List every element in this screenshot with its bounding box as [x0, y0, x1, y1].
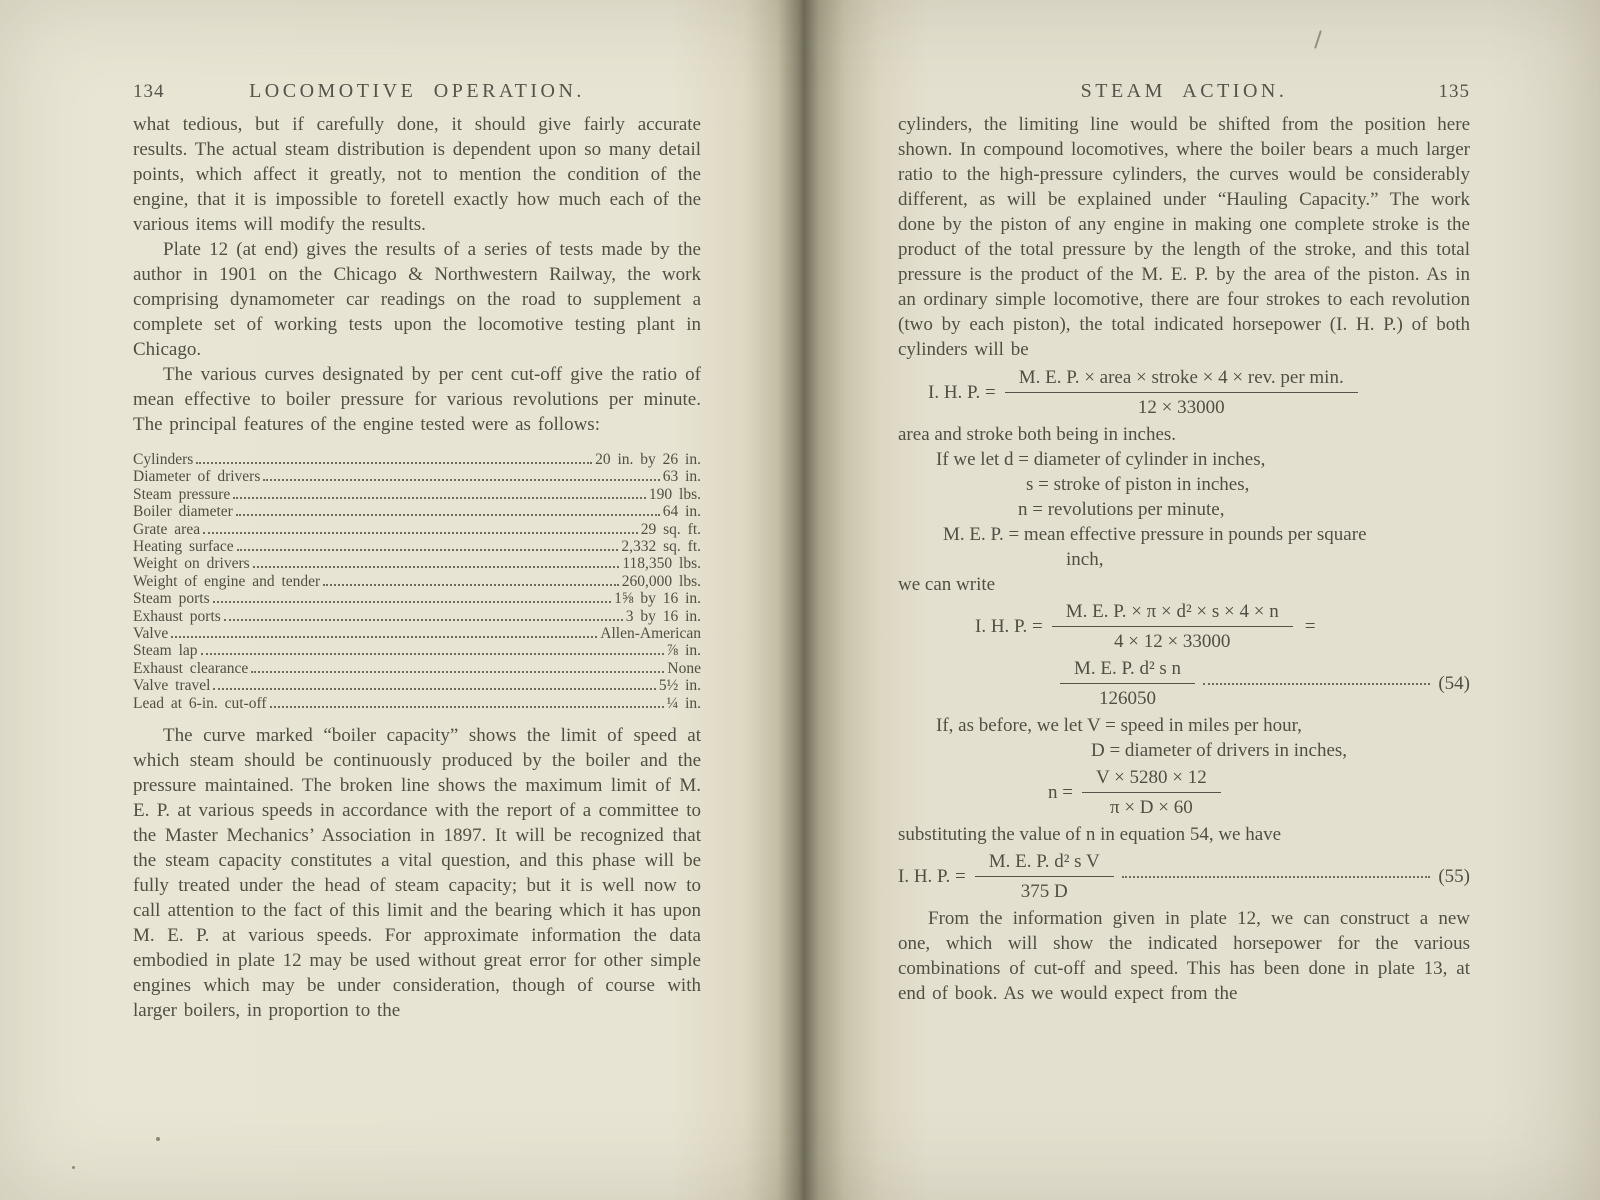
dot-leader [224, 619, 623, 621]
equation [1048, 765, 1470, 820]
dot-leader [196, 462, 592, 464]
spec-label: Steam pressure [133, 485, 231, 503]
dot-leader [233, 497, 646, 499]
spec-row [133, 555, 701, 572]
paragraph: From the information given in plate 12, we can construct a new one, which will show the indicated horsepower for the various combinations of cut-off and speed. This has been done in plate 13, at end of book. As we would expect from the [898, 908, 1470, 1004]
fraction-numerator: M. E. P. × area × stroke × 4 × rev. per min. [1018, 367, 1344, 388]
spec-row [133, 590, 701, 607]
fraction-numerator: M. E. P. × π × d² × s × 4 × n [1065, 601, 1279, 622]
spec-row [133, 625, 701, 642]
right-page-header [898, 80, 1470, 103]
fraction-denominator: π × D × 60 [1082, 792, 1221, 820]
fraction-numerator: V × 5280 × 12 [1095, 767, 1207, 788]
fraction [1060, 656, 1195, 711]
spec-label: Diameter of drivers [133, 468, 261, 486]
spec-row [133, 642, 701, 659]
paper-speck [72, 1166, 75, 1169]
spec-row [133, 503, 701, 520]
fraction [975, 849, 1114, 904]
spec-label: Valve [133, 625, 169, 643]
spec-row [133, 608, 701, 625]
spec-row [133, 660, 701, 677]
spec-value: 5½ in. [658, 677, 701, 695]
text-line: area and stroke both being in inches. [898, 424, 1177, 445]
equation-lhs: I. H. P. = [975, 616, 1043, 637]
spec-value: ⅞ in. [666, 642, 701, 660]
paragraph: The curve marked “boiler capacity” shows the limit of speed at which steam should be continuously produced by the boiler and the pressure maintained. The broken line shows the maximum limit of M. E. P. at various speeds in accordance with the report of a committee to the Master Mechanics’ Association in 1897. It will be recognized that the steam capacity constitutes a vital question, and this phase will be fully treated under the head of steam capacity; but it is well now to call attention to the fact of this limit and the bearing which it has upon M. E. P. at various speeds. For approximate information the data embodied in plate 12 may be used without great error for other simple engines which may be under consideration, though of course with larger boilers, in proportion to the [133, 725, 701, 1022]
spec-value: 118,350 lbs. [622, 555, 701, 573]
spec-value: 20 in. by 26 in. [595, 451, 701, 468]
fraction-denominator: 12 × 33000 [1005, 392, 1358, 420]
equation-number: (54) [1438, 673, 1470, 694]
spec-label: Steam ports [133, 590, 210, 608]
spec-label: Lead at 6-in. cut-off [133, 694, 267, 712]
text-line: substituting the value of n in equation 54, we have [898, 824, 1282, 845]
dot-leader [237, 549, 619, 551]
right-running-head: STEAM ACTION. [1080, 80, 1288, 102]
dot-leader [251, 671, 664, 673]
text-line: If we let d = diameter of cylinder in inches, [936, 449, 1266, 470]
spec-label: Exhaust ports [133, 607, 221, 625]
equation-lhs: I. H. P. = [898, 866, 966, 887]
spec-row [133, 451, 701, 468]
fraction [1082, 765, 1221, 820]
text-line: n = revolutions per minute, [1018, 499, 1225, 520]
dot-leader [236, 514, 660, 516]
spec-value: 29 sq. ft. [640, 520, 701, 538]
paragraph: cylinders, the limiting line would be shifted from the position here shown. In compound locomotives, where the boiler bears a much larger ratio to the high-pressure cylinders, the curves would be considerably different, as will be explained under “Hauling Capacity.” The work done by the piston of any engine in making one complete stroke is the product of the total pressure by the length of the stroke, and this total pressure is the product of the M. E. P. by the area of the piston. As in an ordinary simple locomotive, there are four strokes to each revolution (two by each piston), the total indicated horsepower (I. H. P.) of both cylinders will be [898, 114, 1470, 360]
dot-leader [253, 566, 620, 568]
fraction-numerator: M. E. P. d² s n [1074, 658, 1182, 679]
spec-row [133, 695, 701, 712]
fraction [1052, 599, 1293, 654]
spec-value: 3 by 16 in. [625, 607, 701, 625]
spec-label: Boiler diameter [133, 503, 233, 521]
equation [975, 599, 1470, 654]
text-line: s = stroke of piston in inches, [1026, 474, 1250, 495]
spec-value: 63 in. [662, 468, 701, 486]
spec-value: 64 in. [662, 503, 701, 521]
equation [1060, 656, 1470, 711]
text-line: D = diameter of drivers in inches, [1091, 740, 1348, 761]
right-page-number: 135 [1438, 81, 1470, 102]
spec-value: 2,332 sq. ft. [621, 538, 701, 556]
dot-leader [213, 601, 611, 603]
spec-label: Heating surface [133, 538, 234, 556]
equation-number: (55) [1438, 866, 1470, 887]
fraction-denominator: 126050 [1060, 683, 1195, 711]
spec-value: 190 lbs. [648, 485, 701, 503]
paper-speck [156, 1137, 160, 1141]
spec-value: None [667, 659, 701, 677]
spec-label: Valve travel [133, 677, 211, 695]
spec-row [133, 468, 701, 485]
equation-lhs: n = [1048, 782, 1073, 803]
spec-label: Grate area [133, 520, 201, 538]
dot-leader [203, 532, 638, 534]
equation [928, 365, 1470, 420]
equation-lhs: I. H. P. = [928, 382, 996, 403]
spec-row [133, 573, 701, 590]
dot-leader [213, 688, 655, 690]
paragraph: Plate 12 (at end) gives the results of a series of tests made by the author in 1901 on the Chicago & Northwestern Railway, the work comprising dynamometer car readings on the road to supplement a complete set of working tests upon the locomotive testing plant in Chicago. [133, 239, 701, 360]
left-running-head: LOCOMOTIVE OPERATION. [249, 80, 585, 102]
text-line: inch, [1066, 549, 1104, 570]
left-page-number: 134 [133, 81, 165, 102]
spec-value: ¼ in. [666, 694, 701, 712]
dot-leader [323, 584, 619, 586]
spec-label: Exhaust clearance [133, 659, 249, 677]
spec-value: Allen-American [600, 625, 701, 643]
spec-row [133, 538, 701, 555]
equation [898, 849, 1470, 904]
spec-row [133, 486, 701, 503]
spec-row [133, 677, 701, 694]
left-page-body [133, 112, 701, 1023]
spec-label: Cylinders [133, 451, 194, 468]
fraction-denominator: 4 × 12 × 33000 [1052, 626, 1293, 654]
spec-label: Weight on drivers [133, 555, 250, 573]
fraction-numerator: M. E. P. d² s V [988, 851, 1100, 872]
equation-rhs: = [1304, 616, 1316, 637]
spec-value: 1⅝ by 16 in. [614, 590, 701, 608]
spec-row [133, 521, 701, 538]
dot-leader [270, 706, 664, 708]
paragraph: The various curves designated by per cent cut-off give the ratio of mean effective to boiler pressure for various revolutions per minute. The principal features of the engine tested were as follows: [133, 364, 701, 435]
fraction [1005, 365, 1358, 420]
paragraph: what tedious, but if carefully done, it should give fairly accurate results. The actual steam distribution is dependent upon so many detail points, which affect it greatly, not to mention the condition of the engine, that it is impossible to foretell exactly how much each of the various items will modify the results. [133, 114, 701, 235]
dot-leader [263, 479, 659, 481]
dot-leader [201, 653, 664, 655]
spec-label: Steam lap [133, 642, 198, 660]
dot-leader [1122, 876, 1431, 878]
right-page-body [898, 112, 1470, 1006]
spec-table [133, 451, 701, 712]
spec-label: Weight of engine and tender [133, 572, 321, 590]
left-page-header [133, 80, 701, 103]
text-line: M. E. P. = mean effective pressure in pounds per square [943, 524, 1367, 545]
text-line: we can write [898, 574, 996, 595]
spec-value: 260,000 lbs. [621, 572, 701, 590]
dot-leader [1203, 683, 1430, 685]
text-line: If, as before, we let V = speed in miles per hour, [936, 715, 1302, 736]
dot-leader [171, 636, 597, 638]
fraction-denominator: 375 D [975, 876, 1114, 904]
